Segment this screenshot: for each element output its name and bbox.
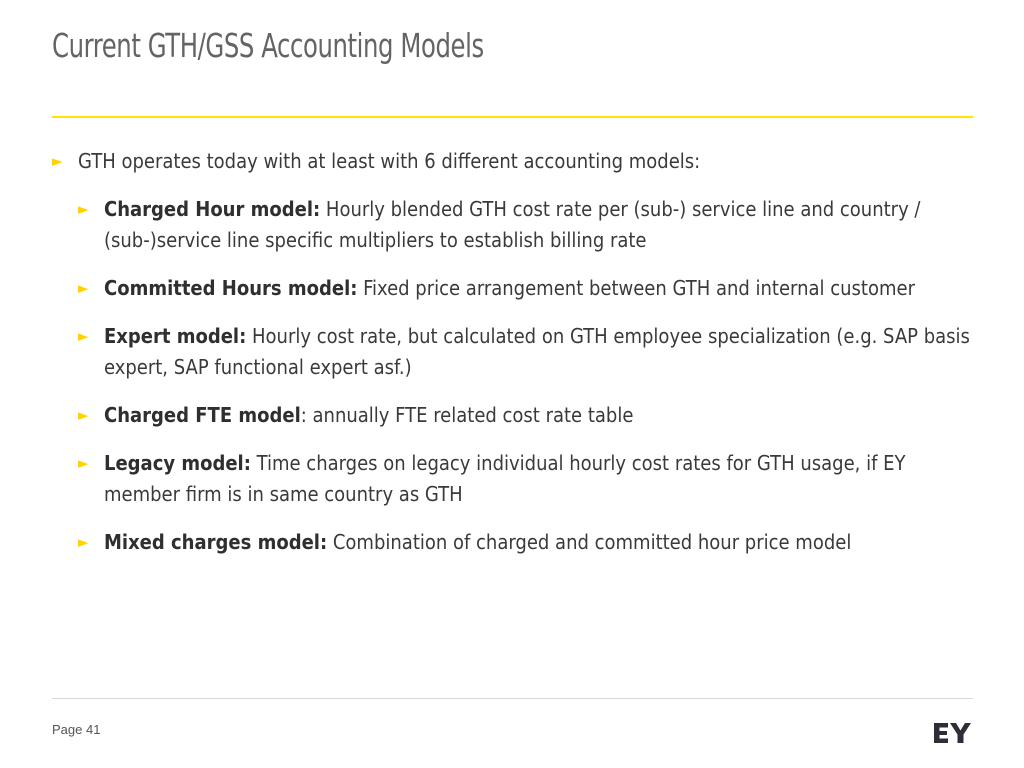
model-description: Fixed price arrangement between GTH and internal customer [357, 276, 915, 300]
model-description: Hourly blended GTH cost rate per (sub-) service line and country / (sub-)service line specific multipliers to establish billing rate [104, 197, 921, 252]
model-description: : annually FTE related cost rate table [300, 403, 634, 427]
model-item-expert [78, 321, 973, 383]
bullet-arrow-icon: ► [78, 327, 89, 345]
model-term: Mixed charges model: [104, 530, 328, 554]
model-item-charged-fte [78, 400, 973, 431]
model-item-charged-hour [78, 194, 973, 256]
bullet-arrow-icon: ► [78, 406, 89, 424]
model-description: Time charges on legacy individual hourly cost rates for GTH usage, if EY member firm is in same country as GTH [104, 451, 906, 506]
model-term: Charged Hour model: [104, 197, 321, 221]
bullet-arrow-icon: ► [52, 152, 63, 170]
bullet-arrow-icon: ► [78, 200, 89, 218]
model-item-mixed-charges [78, 527, 973, 558]
footer-divider [52, 698, 973, 699]
model-item-legacy [78, 448, 973, 510]
model-term: Charged FTE model [104, 403, 301, 427]
title-divider [52, 116, 973, 118]
model-term: Committed Hours model: [104, 276, 358, 300]
intro-bullet [52, 146, 973, 177]
bullet-arrow-icon: ► [78, 533, 89, 551]
page-number: Page 41 [52, 722, 101, 737]
model-item-committed-hours [78, 273, 973, 304]
slide-title: Current GTH/GSS Accounting Models [52, 26, 484, 65]
bullet-arrow-icon: ► [78, 454, 89, 472]
model-description: Combination of charged and committed hour price model [327, 530, 852, 554]
model-term: Legacy model: [104, 451, 251, 475]
model-term: Expert model: [104, 324, 247, 348]
bullet-arrow-icon: ► [78, 279, 89, 297]
ey-logo-icon [933, 720, 973, 746]
intro-text: GTH operates today with at least with 6 different accounting models: [78, 149, 701, 173]
slide-content [52, 146, 973, 575]
model-description: Hourly cost rate, but calculated on GTH employee specialization (e.g. SAP basis expert, SAP functional expert asf.) [104, 324, 970, 379]
